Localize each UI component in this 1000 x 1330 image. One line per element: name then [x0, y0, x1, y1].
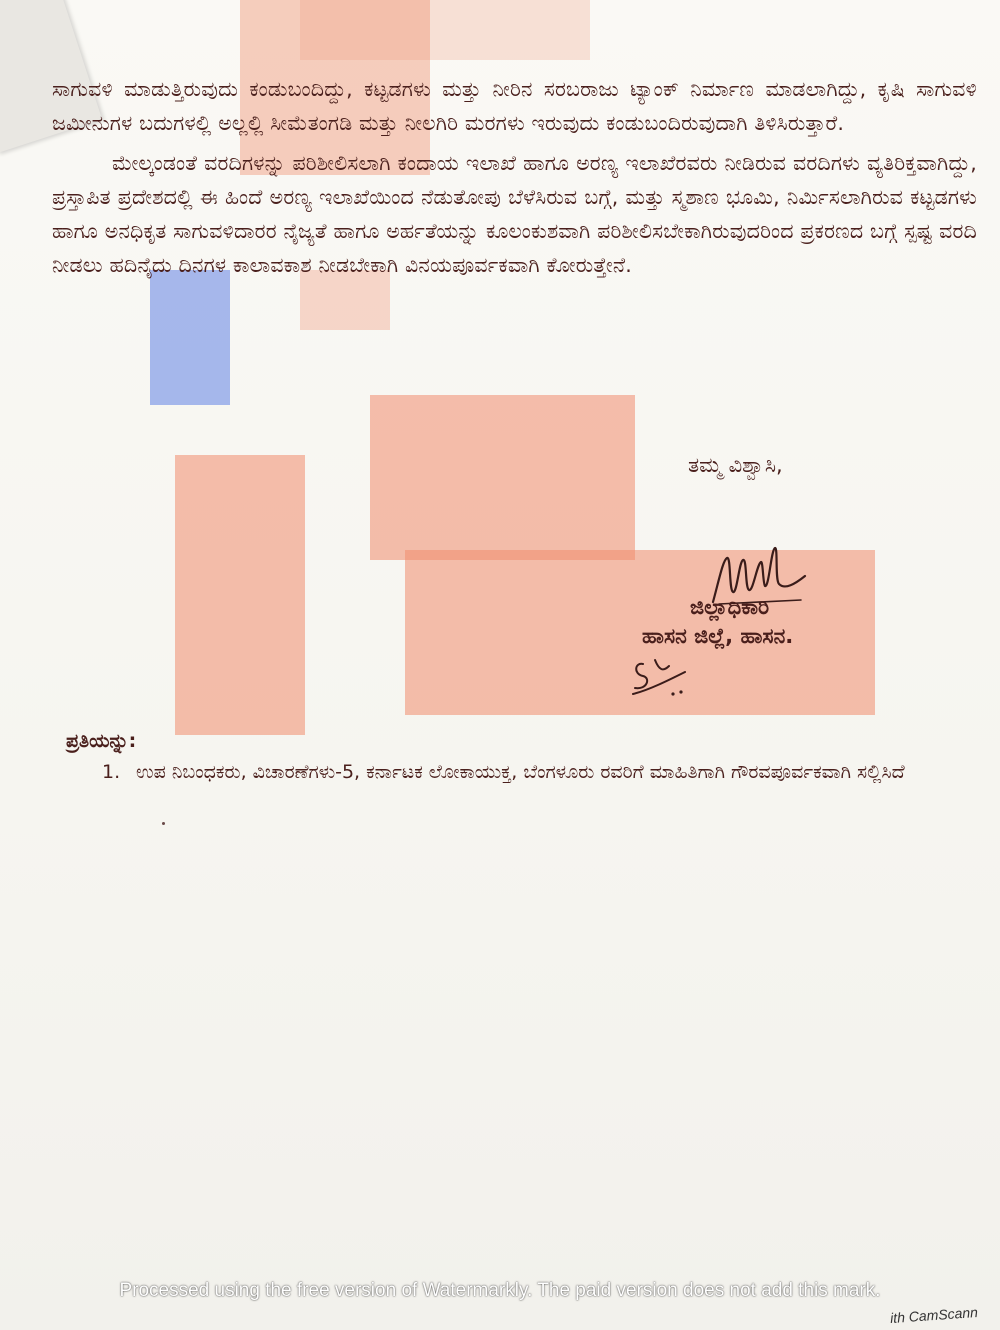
- watermark-notice: Processed using the free version of Watermarkly. The paid version does not add this mark.: [119, 1280, 881, 1301]
- body-paragraph: ಮೇಲ್ಕಂಡಂತೆ ವರದಿಗಳನ್ನು ಪರಿಶೀಲಿಸಲಾಗಿ ಕಂದಾಯ ಇಲಾಖೆ ಹಾಗೂ ಅರಣ್ಯ ಇಲಾಖೆರವರು ನೀಡಿರುವ ವರದಿಗಳು ವ್ಯತಿರಿಕ್ತವಾಗಿದ್ದು, ಪ್ರಸ್ತಾಪಿತ ಪ್ರದೇಶದಲ್ಲಿ ಈ ಹಿಂದೆ ಅರಣ್ಯ ಇಲಾಖೆಯಿಂದ ನೆಡುತೋಪು ಬೆಳೆಸಿರುವ ಬಗ್ಗೆ, ಮತ್ತು ಸ್ಮಶಾಣ ಭೂಮಿ, ನಿರ್ಮಿಸಲಾಗಿರುವ ಕಟ್ಟಡಗಳು ಹಾಗೂ ಅನಧಿಕೃತ ಸಾಗುವಳಿದಾರರ ನೈಜ್ಯತೆ ಹಾಗೂ ಅರ್ಹತೆಯನ್ನು ಕೂಲಂಕುಶವಾಗಿ ಪರಿಶೀಲಿಸಬೇಕಾಗಿರುವುದರಿಂದ ಪ್ರಕರಣದ ಬಗ್ಗೆ ಸ್ಪಷ್ಟ ವರದಿ ನೀಡಲು ಹದಿನೈದು ದಿನಗಳ ಕಾಲಾವಕಾಶ ನೀಡಬೇಕಾಗಿ ವಿನಯಪೂರ್ವಕವಾಗಿ ಕೋರುತ್ತೇನೆ.: [52, 151, 977, 277]
- scanner-mark: ith CamScann: [889, 1303, 979, 1327]
- body-paragraph: ಸಾಗುವಳಿ ಮಾಡುತ್ತಿರುವುದು ಕಂಡುಬಂದಿದ್ದು, ಕಟ್ಟಡಗಳು ಮತ್ತು ನೀರಿನ ಸರಬರಾಜು ಟ್ಯಾಂಕ್ ನಿರ್ಮಾಣ ಮಾಡಲಾಗಿದ್ದು, ಕೃಷಿ ಸಾಗುವಳಿ ಜಮೀನುಗಳ ಬದುಗಳಲ್ಲಿ ಅಲ್ಲಲ್ಲಿ ಸೀಮೆತಂಗಡಿ ಮತ್ತು ನೀಲಗಿರಿ ಮರಗಳು ಇರುವುದು ಕಂಡುಬಂದಿರುವುದಾಗಿ ತಿಳಿಸಿರುತ್ತಾರೆ.: [52, 77, 977, 135]
- signatory-office: ಹಾಸನ ಜಿಲ್ಲೆ, ಹಾಸನ.: [642, 624, 794, 648]
- watermark-block: [370, 395, 635, 560]
- closing-salutation: ತಮ್ಮ ವಿಶ್ವಾಸಿ,: [688, 453, 783, 477]
- copy-to-heading: ಪ್ರತಿಯನ್ನು:: [66, 730, 137, 752]
- list-item-number: 1.: [102, 761, 121, 783]
- list-item-text: ಉಪ ನಿಬಂಧಕರು, ವಿಚಾರಣೆಗಳು-5, ಕರ್ನಾಟಕ ಲೋಕಾಯುಕ್ತ, ಬೆಂಗಳೂರು ರವರಿಗೆ ಮಾಹಿತಿಗಾಗಿ ಗೌರವಪೂರ್ವಕವಾಗಿ ಸಲ್ಲಿಸಿದೆ: [136, 761, 905, 783]
- watermark-block-blue: [150, 270, 230, 405]
- copy-to-list: [102, 760, 962, 785]
- scan-speck: [162, 822, 165, 825]
- list-item: [102, 760, 962, 785]
- watermark-block: [175, 455, 305, 735]
- signatory-designation: ಜಿಲ್ಲಾಧಿಕಾರಿ: [690, 595, 770, 619]
- initials-icon: [625, 650, 700, 700]
- watermark-block: [300, 0, 590, 60]
- letter-body: [52, 72, 977, 282]
